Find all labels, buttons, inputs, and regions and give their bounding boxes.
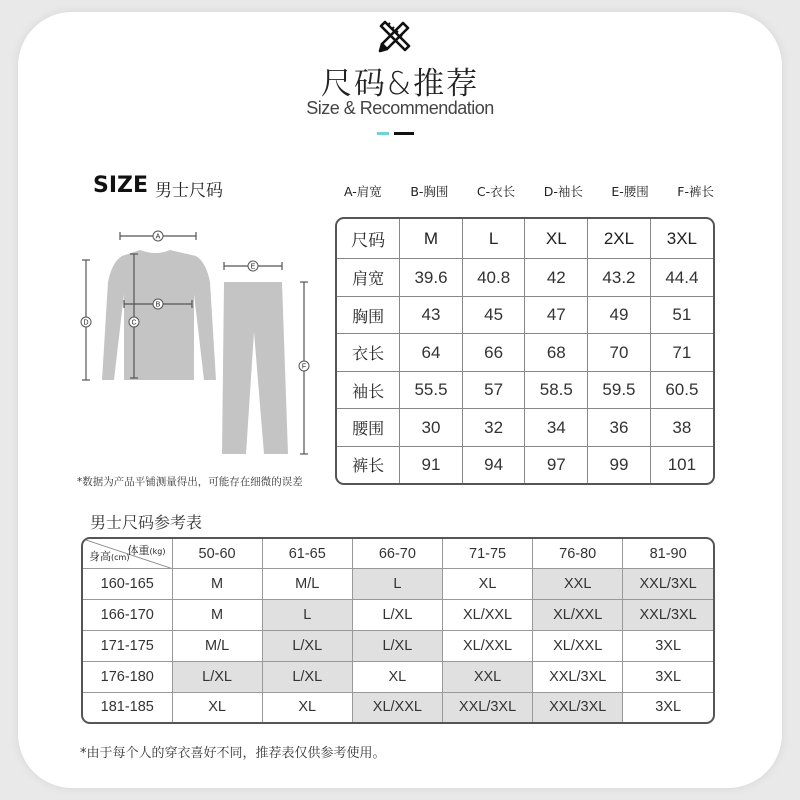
table-cell: 58.5 (525, 371, 588, 408)
table-cell: M (172, 600, 262, 631)
table-cell: 55.5 (400, 371, 463, 408)
table-cell: 36 (588, 409, 651, 446)
table-row (83, 569, 713, 600)
weight-header: 50-60 (172, 539, 262, 569)
table-cell: 66 (462, 334, 525, 371)
table-cell: M (172, 569, 262, 600)
table-cell: 3XL (623, 630, 713, 661)
weight-header: 61-65 (262, 539, 352, 569)
garment-diagram (78, 222, 328, 462)
table-cell: 42 (525, 259, 588, 296)
corner-cell (83, 539, 172, 569)
table-row (337, 259, 713, 296)
table-cell: 91 (400, 446, 463, 483)
table-cell: 38 (650, 409, 713, 446)
table-cell: XL/XXL (442, 600, 532, 631)
measurement-legend (344, 182, 714, 200)
table-header-cell: XL (525, 219, 588, 259)
legend-item: F-裤长 (677, 184, 714, 199)
table-cell: 胸围 (337, 296, 400, 333)
table-cell: L/XL (172, 661, 262, 692)
table-cell: 94 (462, 446, 525, 483)
table-cell: XL/XXL (352, 692, 442, 722)
table-header-row (83, 539, 713, 569)
dimension-label-f: F (301, 363, 307, 371)
table-cell: 34 (525, 409, 588, 446)
table-cell: 39.6 (400, 259, 463, 296)
height-cell: 171-175 (83, 630, 172, 661)
pants-illustration (222, 282, 288, 454)
table-cell: 44.4 (650, 259, 713, 296)
table-cell: XL (442, 569, 532, 600)
table-cell: XXL (533, 569, 623, 600)
table-header-row (337, 219, 713, 259)
table-row (337, 334, 713, 371)
table-cell: 裤长 (337, 446, 400, 483)
page-subtitle: Size & Recommendation (306, 98, 494, 118)
table-cell: M/L (172, 630, 262, 661)
size-heading: SIZE (93, 173, 149, 198)
dimension-label-d: D (83, 319, 89, 327)
table-cell: XL/XXL (533, 630, 623, 661)
table-cell: XXL/3XL (623, 569, 713, 600)
table-header-cell: L (462, 219, 525, 259)
table-header-cell: 尺码 (337, 219, 400, 259)
table-cell: XXL/3XL (623, 600, 713, 631)
table-cell: 68 (525, 334, 588, 371)
recommendation-note: *由于每个人的穿衣喜好不同，推荐表仅供参考使用。 (80, 746, 386, 761)
table-header-cell: 3XL (650, 219, 713, 259)
table-row (83, 661, 713, 692)
table-cell: 30 (400, 409, 463, 446)
table-cell: 3XL (655, 699, 682, 716)
height-cell: 160-165 (83, 569, 172, 600)
table-cell: 97 (525, 446, 588, 483)
table-cell: 99 (588, 446, 651, 483)
measurement-table (335, 217, 715, 485)
dimension-label-a: A (155, 233, 161, 241)
table-row (337, 371, 713, 408)
table-row (83, 600, 713, 631)
table-cell: L/XL (262, 661, 352, 692)
reference-title: 男士尺码参考表 (90, 513, 203, 532)
measurement-note: *数据为产品平铺测量得出，可能存在细微的误差 (77, 476, 303, 488)
table-cell: 59.5 (588, 371, 651, 408)
table-cell: 47 (525, 296, 588, 333)
table-cell: 45 (462, 296, 525, 333)
title-accent-line (377, 132, 389, 135)
legend-item: B-胸围 (410, 184, 449, 199)
table-header-cell: 2XL (588, 219, 651, 259)
title-underline (394, 132, 414, 135)
table-cell: XXL/3XL (442, 692, 532, 722)
height-label: 身高(cm) (89, 550, 130, 564)
height-cell: 166-170 (83, 600, 172, 631)
weight-header: 71-75 (442, 539, 532, 569)
table-cell: L/XL (262, 630, 352, 661)
table-row (337, 296, 713, 333)
table-cell: 肩宽 (337, 259, 400, 296)
size-heading-cn: 男士尺码 (155, 181, 223, 201)
shirt-illustration (102, 250, 216, 380)
table-cell: 43.2 (588, 259, 651, 296)
dimension-label-e: E (250, 263, 256, 271)
table-cell: XXL/3XL (533, 692, 623, 722)
table-cell: L/XL (352, 630, 442, 661)
table-row (337, 446, 713, 483)
legend-item: D-袖长 (543, 184, 583, 199)
weight-label: 体重(kg) (127, 544, 166, 557)
table-cell: XL/XXL (442, 630, 532, 661)
weight-header: 81-90 (623, 539, 713, 569)
weight-header: 66-70 (352, 539, 442, 569)
legend-item: A-肩宽 (344, 184, 382, 199)
table-cell: XL (262, 692, 352, 722)
dimension-label-b: B (155, 301, 161, 309)
table-cell: XXL/3XL (533, 661, 623, 692)
table-cell: XXL (442, 661, 532, 692)
table-row (83, 630, 713, 661)
table-cell: 49 (588, 296, 651, 333)
table-cell: XL/XXL (533, 600, 623, 631)
table-cell: 腰围 (337, 409, 400, 446)
height-cell: 181-185 (83, 692, 172, 722)
table-cell: 43 (400, 296, 463, 333)
table-cell: 3XL (623, 661, 713, 692)
table-cell: 57 (462, 371, 525, 408)
page-title: 尺码&推荐 (320, 66, 480, 102)
table-cell: L (352, 569, 442, 600)
table-cell: 40.8 (462, 259, 525, 296)
table-row (337, 409, 713, 446)
height-cell: 176-180 (83, 661, 172, 692)
table-cell: 51 (650, 296, 713, 333)
legend-item: C-衣长 (476, 184, 516, 199)
table-cell: L/XL (352, 600, 442, 631)
table-cell: 70 (588, 334, 651, 371)
reference-table (81, 537, 715, 724)
table-cell: 64 (400, 334, 463, 371)
table-cell: 60.5 (650, 371, 713, 408)
table-cell: 衣长 (337, 334, 400, 371)
table-cell: 101 (667, 454, 697, 474)
table-cell: 袖长 (337, 371, 400, 408)
table-cell: M/L (262, 569, 352, 600)
table-header-cell: M (400, 219, 463, 259)
legend-item: E-腰围 (611, 184, 649, 199)
weight-header: 76-80 (533, 539, 623, 569)
table-cell: L (262, 600, 352, 631)
ruler-pencil-icon (375, 14, 417, 56)
table-cell: XL (172, 692, 262, 722)
table-row (83, 692, 713, 722)
dimension-label-c: C (131, 319, 137, 327)
table-cell: XL (352, 661, 442, 692)
table-cell: 71 (650, 334, 713, 371)
table-cell: 32 (462, 409, 525, 446)
